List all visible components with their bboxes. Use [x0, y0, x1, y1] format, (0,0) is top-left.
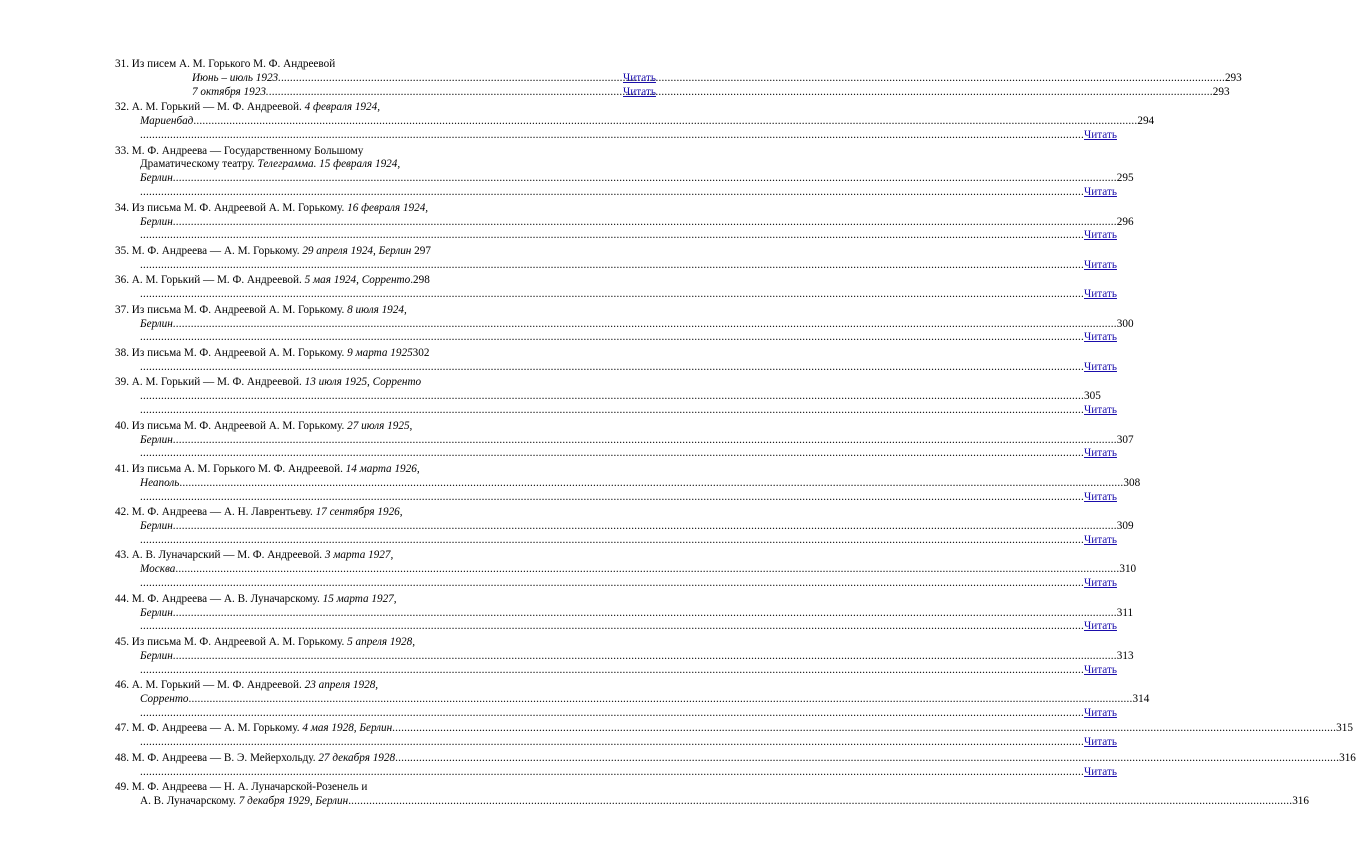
entry-date: 7 октября 1923. — [192, 85, 269, 98]
toc-entry-37 — [115, 303, 1134, 346]
entry-date: 14 марта 1926, — [345, 462, 420, 475]
read-link[interactable]: Читать — [1084, 331, 1117, 344]
entry-date: 9 марта 1925 — [347, 346, 413, 359]
page-number: 308 — [1123, 476, 1141, 489]
read-link[interactable]: Читать — [1084, 706, 1117, 719]
entry-number: 37. — [115, 303, 129, 316]
dot-leader — [175, 563, 1119, 577]
entry-number: 48. — [115, 751, 129, 764]
toc-entry-48 — [115, 751, 1356, 780]
read-link[interactable]: Читать — [1084, 533, 1117, 546]
entry-title: Из письма А. М. Горького М. Ф. Андреевой. — [131, 462, 343, 475]
dot-leader — [140, 664, 1084, 678]
entry-title: М. Ф. Андреева — А. Н. Лаврентьеву. — [131, 506, 313, 519]
page-number: 295 — [1116, 172, 1134, 185]
toc-sub-line — [115, 71, 1242, 86]
dot-leader — [140, 736, 1084, 750]
toc-entry-45 — [115, 635, 1134, 678]
page-number: 314 — [1132, 693, 1150, 706]
dot-leader — [140, 129, 1084, 143]
toc-entry-33 — [115, 144, 1134, 201]
entry-title: М. Ф. Андреева — А. М. Горькому. — [131, 244, 300, 257]
toc-entry-43 — [115, 549, 1137, 591]
toc-entry-35 — [115, 244, 1117, 273]
entry-title: Из письма М. Ф. Андреевой А. М. Горькому. — [131, 303, 345, 316]
entry-title: А. М. Горький — М. Ф. Андреевой. — [131, 101, 302, 114]
entry-title: Из письма М. Ф. Андреевой А. М. Горькому. — [131, 201, 345, 214]
toc-entry-41 — [115, 462, 1141, 505]
toc-title-line — [115, 58, 545, 72]
toc-entry-40 — [115, 419, 1134, 462]
toc-list — [115, 58, 1356, 811]
entry-place: Берлин — [140, 215, 173, 228]
dot-leader — [179, 477, 1123, 491]
dot-leader — [140, 404, 1084, 418]
toc-entry-31 — [115, 58, 1242, 100]
page-number: 309 — [1116, 520, 1134, 533]
dot-leader — [173, 650, 1117, 664]
entry-number: 45. — [115, 635, 129, 648]
entry-place: Берлин — [140, 649, 173, 662]
page-number: 315 — [1336, 722, 1353, 735]
dot-leader — [140, 620, 1084, 634]
toc-entry-39 — [115, 376, 1117, 418]
dot-leader — [140, 491, 1084, 505]
dot-leader — [140, 288, 1084, 302]
entry-title: М. Ф. Андреева — А. В. Луначарскому. — [131, 592, 320, 605]
entry-number: 34. — [115, 201, 129, 214]
page-number: 310 — [1119, 563, 1137, 576]
dot-leader — [173, 434, 1117, 448]
read-link[interactable]: Читать — [1084, 186, 1117, 199]
entry-place: Берлин — [140, 606, 173, 619]
entry-place: Берлин — [140, 317, 173, 330]
entry-date: Июнь – июль 1923. — [192, 71, 281, 84]
entry-date: 4 мая 1928, Берлин — [302, 722, 393, 735]
entry-date: 5 апреля 1928, — [347, 635, 416, 648]
entry-date: 27 июля 1925, — [347, 419, 413, 432]
toc-sub-line — [115, 85, 1230, 100]
entry-date: 13 июля 1925, Сорренто — [304, 376, 422, 389]
read-link[interactable]: Читать — [1084, 288, 1117, 301]
dot-leader — [348, 795, 1292, 809]
page-number: 293 — [1212, 85, 1230, 98]
entry-number: 33. — [115, 144, 129, 157]
page-number: 293 — [1224, 71, 1242, 84]
entry-title: А. М. Горький — М. Ф. Андреевой. — [131, 376, 302, 389]
entry-date: Телеграмма. 15 февраля 1924, — [257, 158, 401, 171]
toc-entry-44 — [115, 592, 1134, 635]
dot-leader — [140, 447, 1084, 461]
entry-title: А. М. Горький — М. Ф. Андреевой. — [131, 274, 302, 287]
dot-leader — [193, 115, 1137, 129]
page-number: 316 — [1292, 795, 1309, 808]
entry-title-cont: Драматическому театру. — [140, 158, 255, 171]
entry-number: 44. — [115, 592, 129, 605]
entry-number: 47. — [115, 722, 129, 735]
entry-title: Из писем А. М. Горького М. Ф. Андреевой — [131, 58, 336, 70]
page-number: 296 — [1116, 215, 1134, 228]
entry-title: А. В. Луначарский — М. Ф. Андреевой. — [131, 549, 323, 562]
entry-title: Из письма М. Ф. Андреевой А. М. Горькому. — [131, 419, 345, 432]
read-link[interactable]: Читать — [1084, 258, 1117, 271]
entry-number: 40. — [115, 419, 129, 432]
entry-number: 49. — [115, 781, 129, 794]
dot-leader — [395, 752, 1339, 766]
read-link[interactable]: Читать — [1084, 129, 1117, 142]
dot-leader — [140, 259, 1084, 273]
read-link[interactable]: Читать — [1084, 490, 1117, 503]
entry-number: 39. — [115, 376, 129, 389]
entry-date: 7 декабря 1929, Берлин — [238, 795, 349, 808]
page-number: 307 — [1116, 433, 1134, 446]
dot-leader — [281, 72, 1225, 86]
entry-date: 27 декабря 1928 — [318, 751, 396, 764]
dot-leader — [140, 707, 1084, 721]
dot-leader — [269, 86, 1213, 100]
entry-number: 35. — [115, 244, 129, 257]
entry-title: М. Ф. Андреева — Н. А. Луначарской-Розенель и — [131, 781, 368, 794]
read-link[interactable]: Читать — [1084, 765, 1117, 778]
entry-place: Берлин — [140, 172, 173, 185]
read-link[interactable]: Читать — [623, 71, 656, 84]
entry-place: Сорренто — [140, 693, 189, 706]
dot-leader — [173, 318, 1117, 332]
dot-leader — [173, 216, 1117, 230]
entry-title: М. Ф. Андреева — Государственному Большому — [131, 144, 364, 157]
entry-date: 23 апреля 1928, — [304, 679, 379, 692]
entry-place: Берлин — [140, 433, 173, 446]
toc-entry-42 — [115, 506, 1134, 548]
dot-leader — [173, 520, 1117, 534]
read-link[interactable]: Читать — [1084, 663, 1117, 676]
toc-entry-49 — [115, 781, 1309, 809]
entry-date: 8 июля 1924, — [347, 303, 407, 316]
entry-date: 5 мая 1924, Сорренто — [304, 274, 411, 287]
entry-number: 42. — [115, 506, 129, 519]
entry-date: 15 марта 1927, — [322, 592, 397, 605]
dot-leader — [140, 577, 1084, 591]
page-number: 316 — [1339, 751, 1356, 764]
page-number: 300 — [1116, 317, 1134, 330]
dot-leader — [173, 607, 1117, 621]
dot-leader — [173, 172, 1117, 186]
page-number: 297 — [414, 244, 431, 257]
page-number: 302 — [412, 346, 430, 359]
toc-entry-32 — [115, 101, 1155, 143]
read-link[interactable]: Читать — [623, 85, 656, 98]
entry-title: М. Ф. Андреева — А. М. Горькому. — [131, 722, 300, 735]
entry-date: 29 апреля 1924, Берлин — [302, 244, 412, 257]
dot-leader — [392, 722, 1336, 736]
read-link[interactable]: Читать — [1084, 577, 1117, 590]
entry-number: 32. — [115, 101, 129, 114]
read-link[interactable]: Читать — [1084, 736, 1117, 749]
read-link[interactable]: Читать — [1084, 620, 1117, 633]
entry-number: 38. — [115, 346, 129, 359]
page-number: 311 — [1116, 606, 1134, 619]
dot-leader — [140, 390, 1084, 404]
entry-place: Москва — [140, 563, 176, 576]
dot-leader — [140, 331, 1084, 345]
toc-entry-34 — [115, 201, 1134, 244]
toc-entry-36: 36. А. М. Горький — М. Ф. Андреевой. 5 мая 1924, Сорренто . 298 ..... Читать — [115, 274, 458, 302]
page-number: 313 — [1116, 649, 1134, 662]
read-link[interactable]: Читать — [1084, 447, 1117, 460]
entry-date: 17 сентября 1926, — [315, 506, 403, 519]
toc-entry-47 — [115, 722, 1353, 750]
entry-date: 16 февраля 1924, — [347, 201, 429, 214]
entry-number: 46. — [115, 679, 129, 692]
entry-title-cont: А. В. Луначарскому. — [140, 795, 236, 808]
entry-number: 31. — [115, 58, 129, 70]
entry-title: Из письма М. Ф. Андреевой А. М. Горькому. — [131, 635, 345, 648]
entry-place: Берлин — [140, 520, 173, 533]
page-number: 298 — [413, 274, 430, 287]
toc-entry-38 — [115, 346, 1117, 375]
entry-title: Из письма М. Ф. Андреевой А. М. Горькому. — [131, 346, 345, 359]
dot-leader — [140, 534, 1084, 548]
dot-leader — [140, 186, 1084, 200]
dot-leader — [140, 229, 1084, 243]
read-link[interactable]: Читать — [1084, 404, 1117, 417]
entry-date: 4 февраля 1924, — [304, 101, 380, 114]
read-link[interactable]: Читать — [1084, 360, 1117, 373]
dot-leader — [140, 361, 1084, 375]
toc-entry-46 — [115, 679, 1150, 721]
entry-number: 41. — [115, 462, 129, 475]
entry-place: Неаполь — [140, 476, 180, 489]
dot-leader — [140, 766, 1084, 780]
entry-number: 36. — [115, 274, 129, 287]
entry-place: Мариенбад — [140, 115, 194, 128]
entry-title: М. Ф. Андреева — В. Э. Мейерхольду. — [131, 751, 316, 764]
dot-leader — [189, 693, 1133, 707]
entry-date: 3 марта 1927, — [324, 549, 394, 562]
entry-number: 43. — [115, 549, 129, 562]
read-link[interactable]: Читать — [1084, 229, 1117, 242]
entry-title: А. М. Горький — М. Ф. Андреевой. — [131, 679, 302, 692]
page-number: 294 — [1137, 115, 1155, 128]
page-number: 305 — [1084, 390, 1101, 403]
